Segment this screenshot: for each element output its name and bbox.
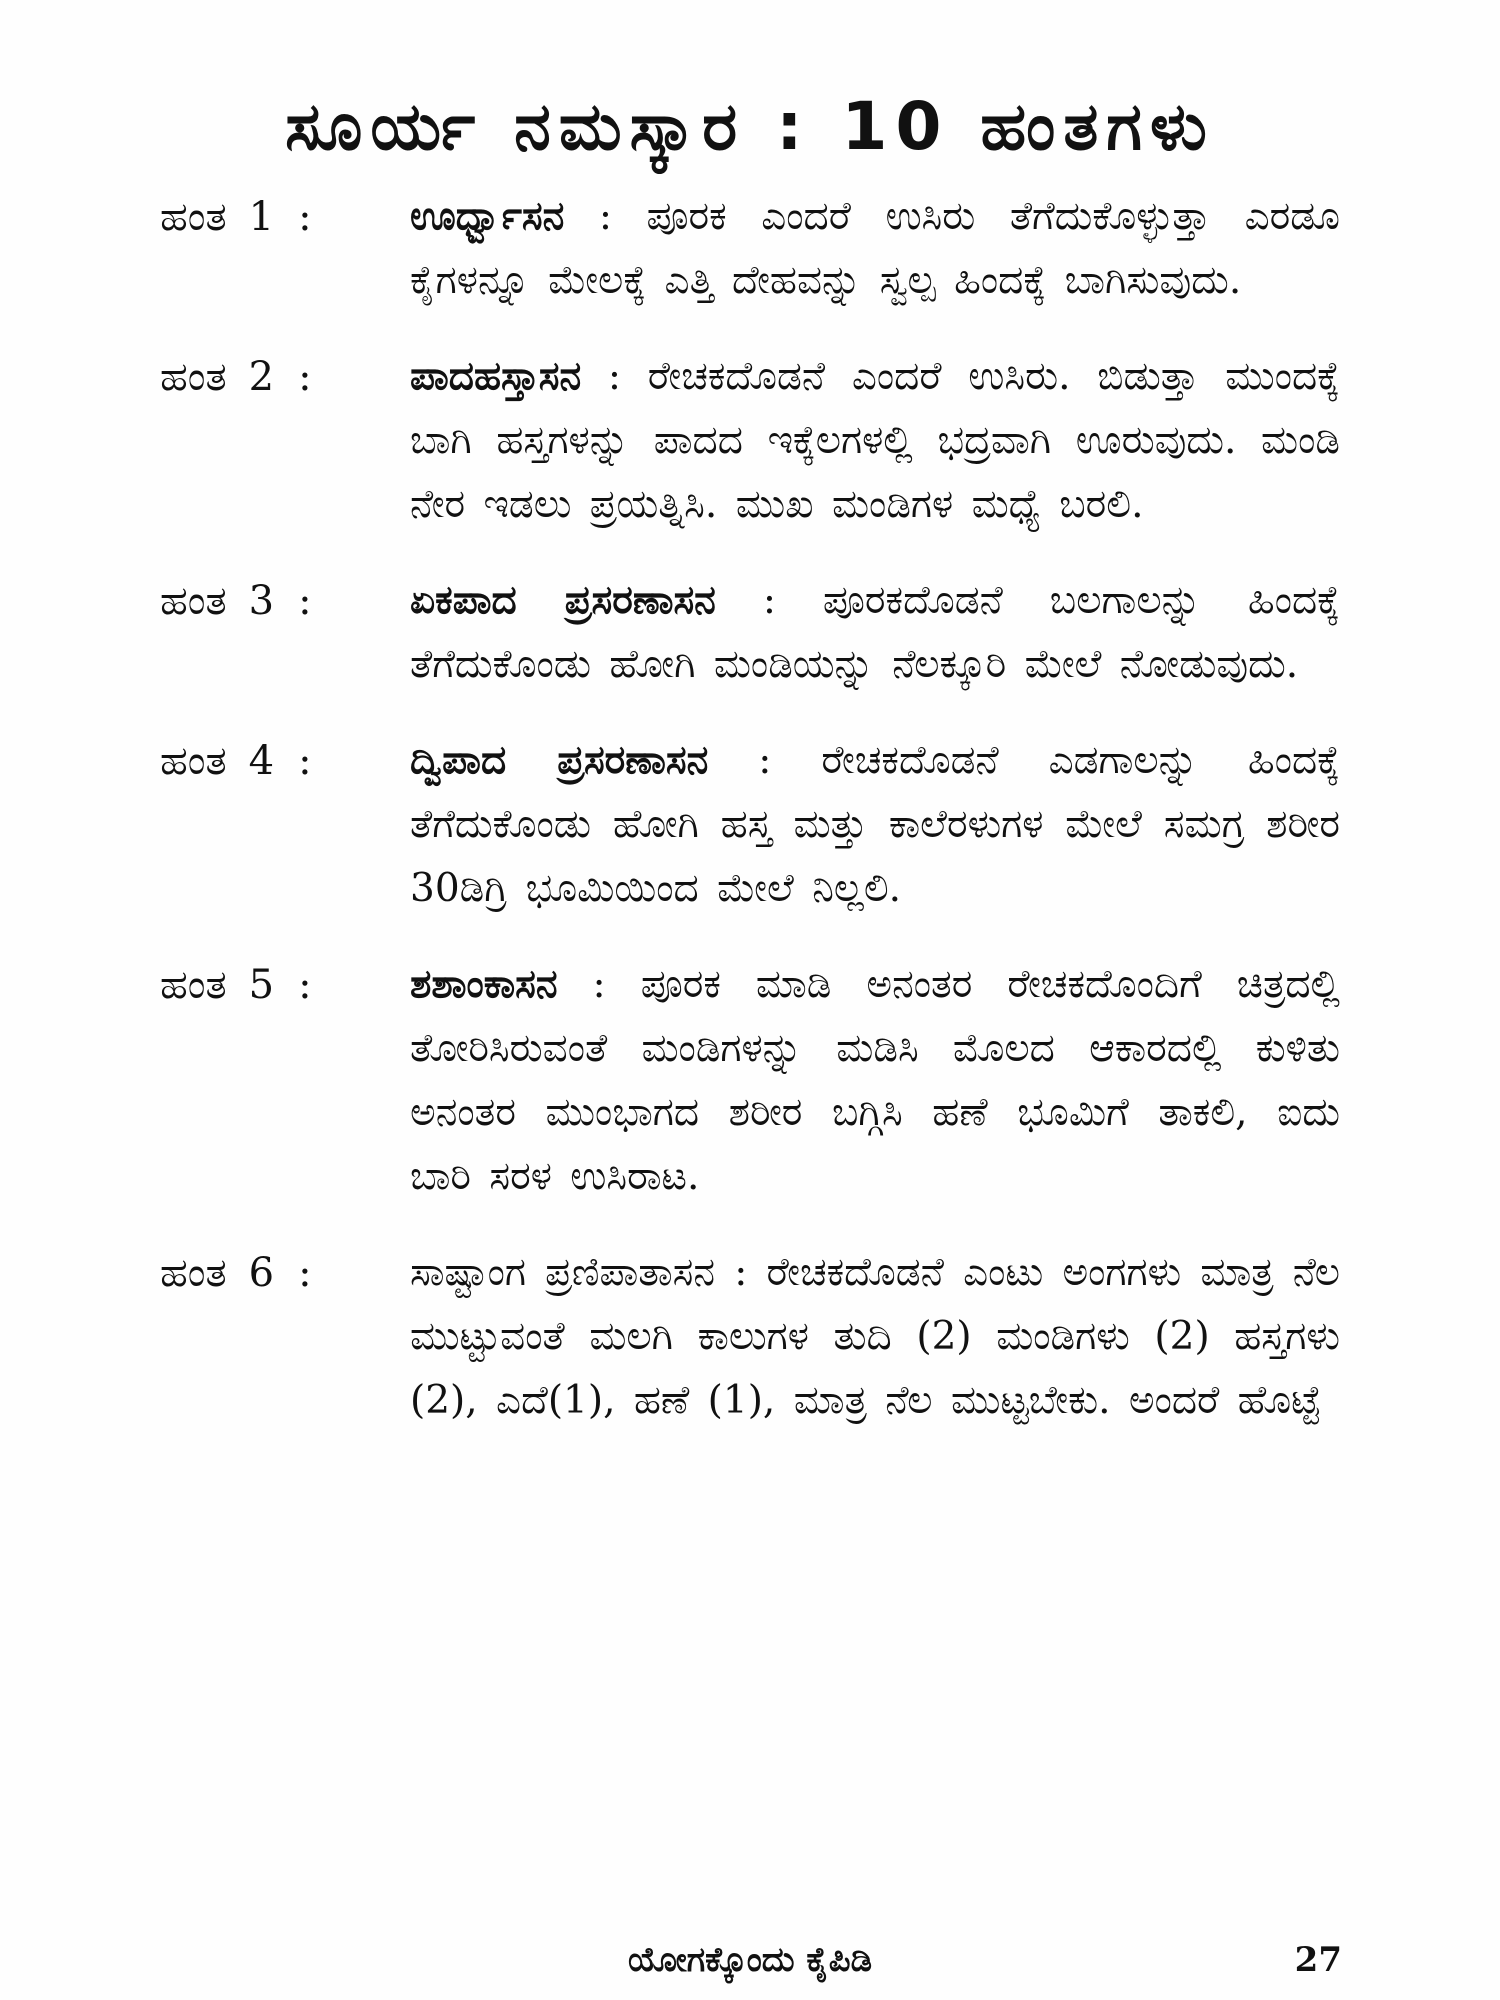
step-number: 4 (248, 738, 275, 784)
step-label (160, 569, 410, 633)
step-word: ಹಂತ (160, 354, 227, 400)
step-description (410, 729, 1340, 921)
book-title: ಯೋಗಕ್ಕೊಂದು ಕೈಪಿಡಿ (627, 1940, 873, 1980)
step-description (410, 185, 1340, 313)
step-instructions: : ರೇಚಕದೊಡನೆ ಎಂದರೆ ಉಸಿರು. ಬಿಡುತ್ತಾ ಮುಂದಕ್ಕೆ ಬಾಗಿ ಹಸ್ತಗಳನ್ನು ಪಾದದ ಇಕ್ಕೆಲಗಳಲ್ಲಿ ಭದ್ರವಾಗಿ ಊರುವುದು. ಮಂಡಿ ನೇರ ಇಡಲು ಪ್ರಯತ್ನಿಸಿ. ಮುಖ ಮಂಡಿಗಳ ಮಧ್ಯೆ ಬರಲಿ. (410, 354, 1340, 527)
step-number: 3 (248, 578, 275, 624)
step-colon: : (298, 1250, 312, 1296)
step-label (160, 729, 410, 793)
pose-name: ಏಕಪಾದ ಪ್ರಸರಣಾಸನ (410, 578, 716, 623)
step-colon: : (298, 578, 312, 624)
step-item-1 (160, 185, 1340, 313)
step-number: 2 (248, 354, 275, 400)
step-instructions: : ಪೂರಕ ಎಂದರೆ ಉಸಿರು ತೆಗೆದುಕೊಳ್ಳುತ್ತಾ ಎರಡೂ ಕೈಗಳನ್ನೂ ಮೇಲಕ್ಕೆ ಎತ್ತಿ ದೇಹವನ್ನು ಸ್ವಲ್ಪ ಹಿಂದಕ್ಕೆ ಬಾಗಿಸುವುದು. (410, 194, 1340, 303)
step-label (160, 345, 410, 409)
step-word: ಹಂತ (160, 738, 227, 784)
step-label (160, 953, 410, 1017)
step-description (410, 1241, 1340, 1433)
step-description (410, 953, 1340, 1209)
pose-name: ಶಶಾಂಕಾಸನ (410, 962, 558, 1007)
step-instructions: : ರೇಚಕದೊಡನೆ ಎಡಗಾಲನ್ನು ಹಿಂದಕ್ಕೆ ತೆಗೆದುಕೊಂಡು ಹೋಗಿ ಹಸ್ತ ಮತ್ತು ಕಾಲೆರಳುಗಳ ಮೇಲೆ ಸಮಗ್ರ ಶರೀರ 30ಡಿಗ್ರಿ ಭೂಮಿಯಿಂದ ಮೇಲೆ ನಿಲ್ಲಲಿ. (410, 738, 1340, 911)
pose-name: ಪಾದಹಸ್ತಾಸನ (410, 354, 582, 399)
step-colon: : (298, 194, 312, 240)
step-item-2 (160, 345, 1340, 537)
step-number: 6 (248, 1250, 275, 1296)
step-word: ಹಂತ (160, 194, 227, 240)
step-item-6 (160, 1241, 1340, 1433)
step-instructions: : ಪೂರಕ ಮಾಡಿ ಅನಂತರ ರೇಚಕದೊಂದಿಗೆ ಚಿತ್ರದಲ್ಲಿ ತೋರಿಸಿರುವಂತೆ ಮಂಡಿಗಳನ್ನು ಮಡಿಸಿ ಮೊಲದ ಆಕಾರದಲ್ಲಿ ಕುಳಿತು ಅನಂತರ ಮುಂಭಾಗದ ಶರೀರ ಬಗ್ಗಿಸಿ ಹಣೆ ಭೂಮಿಗೆ ತಾಕಲಿ, ಐದು ಬಾರಿ ಸರಳ ಉಸಿರಾಟ. (410, 962, 1340, 1199)
step-instructions: : ಪೂರಕದೊಡನೆ ಬಲಗಾಲನ್ನು ಹಿಂದಕ್ಕೆ ತೆಗೆದುಕೊಂಡು ಹೋಗಿ ಮಂಡಿಯನ್ನು ನೆಲಕ್ಕೂರಿ ಮೇಲೆ ನೋಡುವುದು. (410, 578, 1340, 687)
steps-list (160, 185, 1340, 1433)
step-number: 1 (248, 194, 275, 240)
step-number: 5 (248, 962, 275, 1008)
step-label (160, 185, 410, 249)
step-word: ಹಂತ (160, 962, 227, 1008)
step-item-4 (160, 729, 1340, 921)
step-word: ಹಂತ (160, 1250, 227, 1296)
step-colon: : (298, 354, 312, 400)
pose-name: ದ್ವಿಪಾದ ಪ್ರಸರಣಾಸನ (410, 738, 709, 783)
step-instructions: ಸಾಷ್ಟಾಂಗ ಪ್ರಣಿಪಾತಾಸನ : ರೇಚಕದೊಡನೆ ಎಂಟು ಅಂಗಗಳು ಮಾತ್ರ ನೆಲ ಮುಟ್ಟುವಂತೆ ಮಲಗಿ ಕಾಲುಗಳ ತುದಿ (2) ಮಂಡಿಗಳು (2) ಹಸ್ತಗಳು (2), ಎದೆ(1), ಹಣೆ (1), ಮಾತ್ರ ನೆಲ ಮುಟ್ಟಬೇಕು. ಅಂದರೆ ಹೊಟ್ಟೆ (410, 1250, 1340, 1423)
step-item-3 (160, 569, 1340, 697)
step-label (160, 1241, 410, 1305)
page-number: 27 (1294, 1940, 1342, 1980)
step-colon: : (298, 738, 312, 784)
pose-name: ಊರ್ಧ್ವಾಸನ (410, 194, 565, 239)
step-word: ಹಂತ (160, 578, 227, 624)
step-item-5 (160, 953, 1340, 1209)
page-footer (0, 1935, 1500, 1985)
step-description (410, 569, 1340, 697)
page-title: ಸೂರ್ಯ ನಮಸ್ಕಾರ : 10 ಹಂತಗಳು (285, 88, 1215, 166)
step-colon: : (298, 962, 312, 1008)
step-description (410, 345, 1340, 537)
